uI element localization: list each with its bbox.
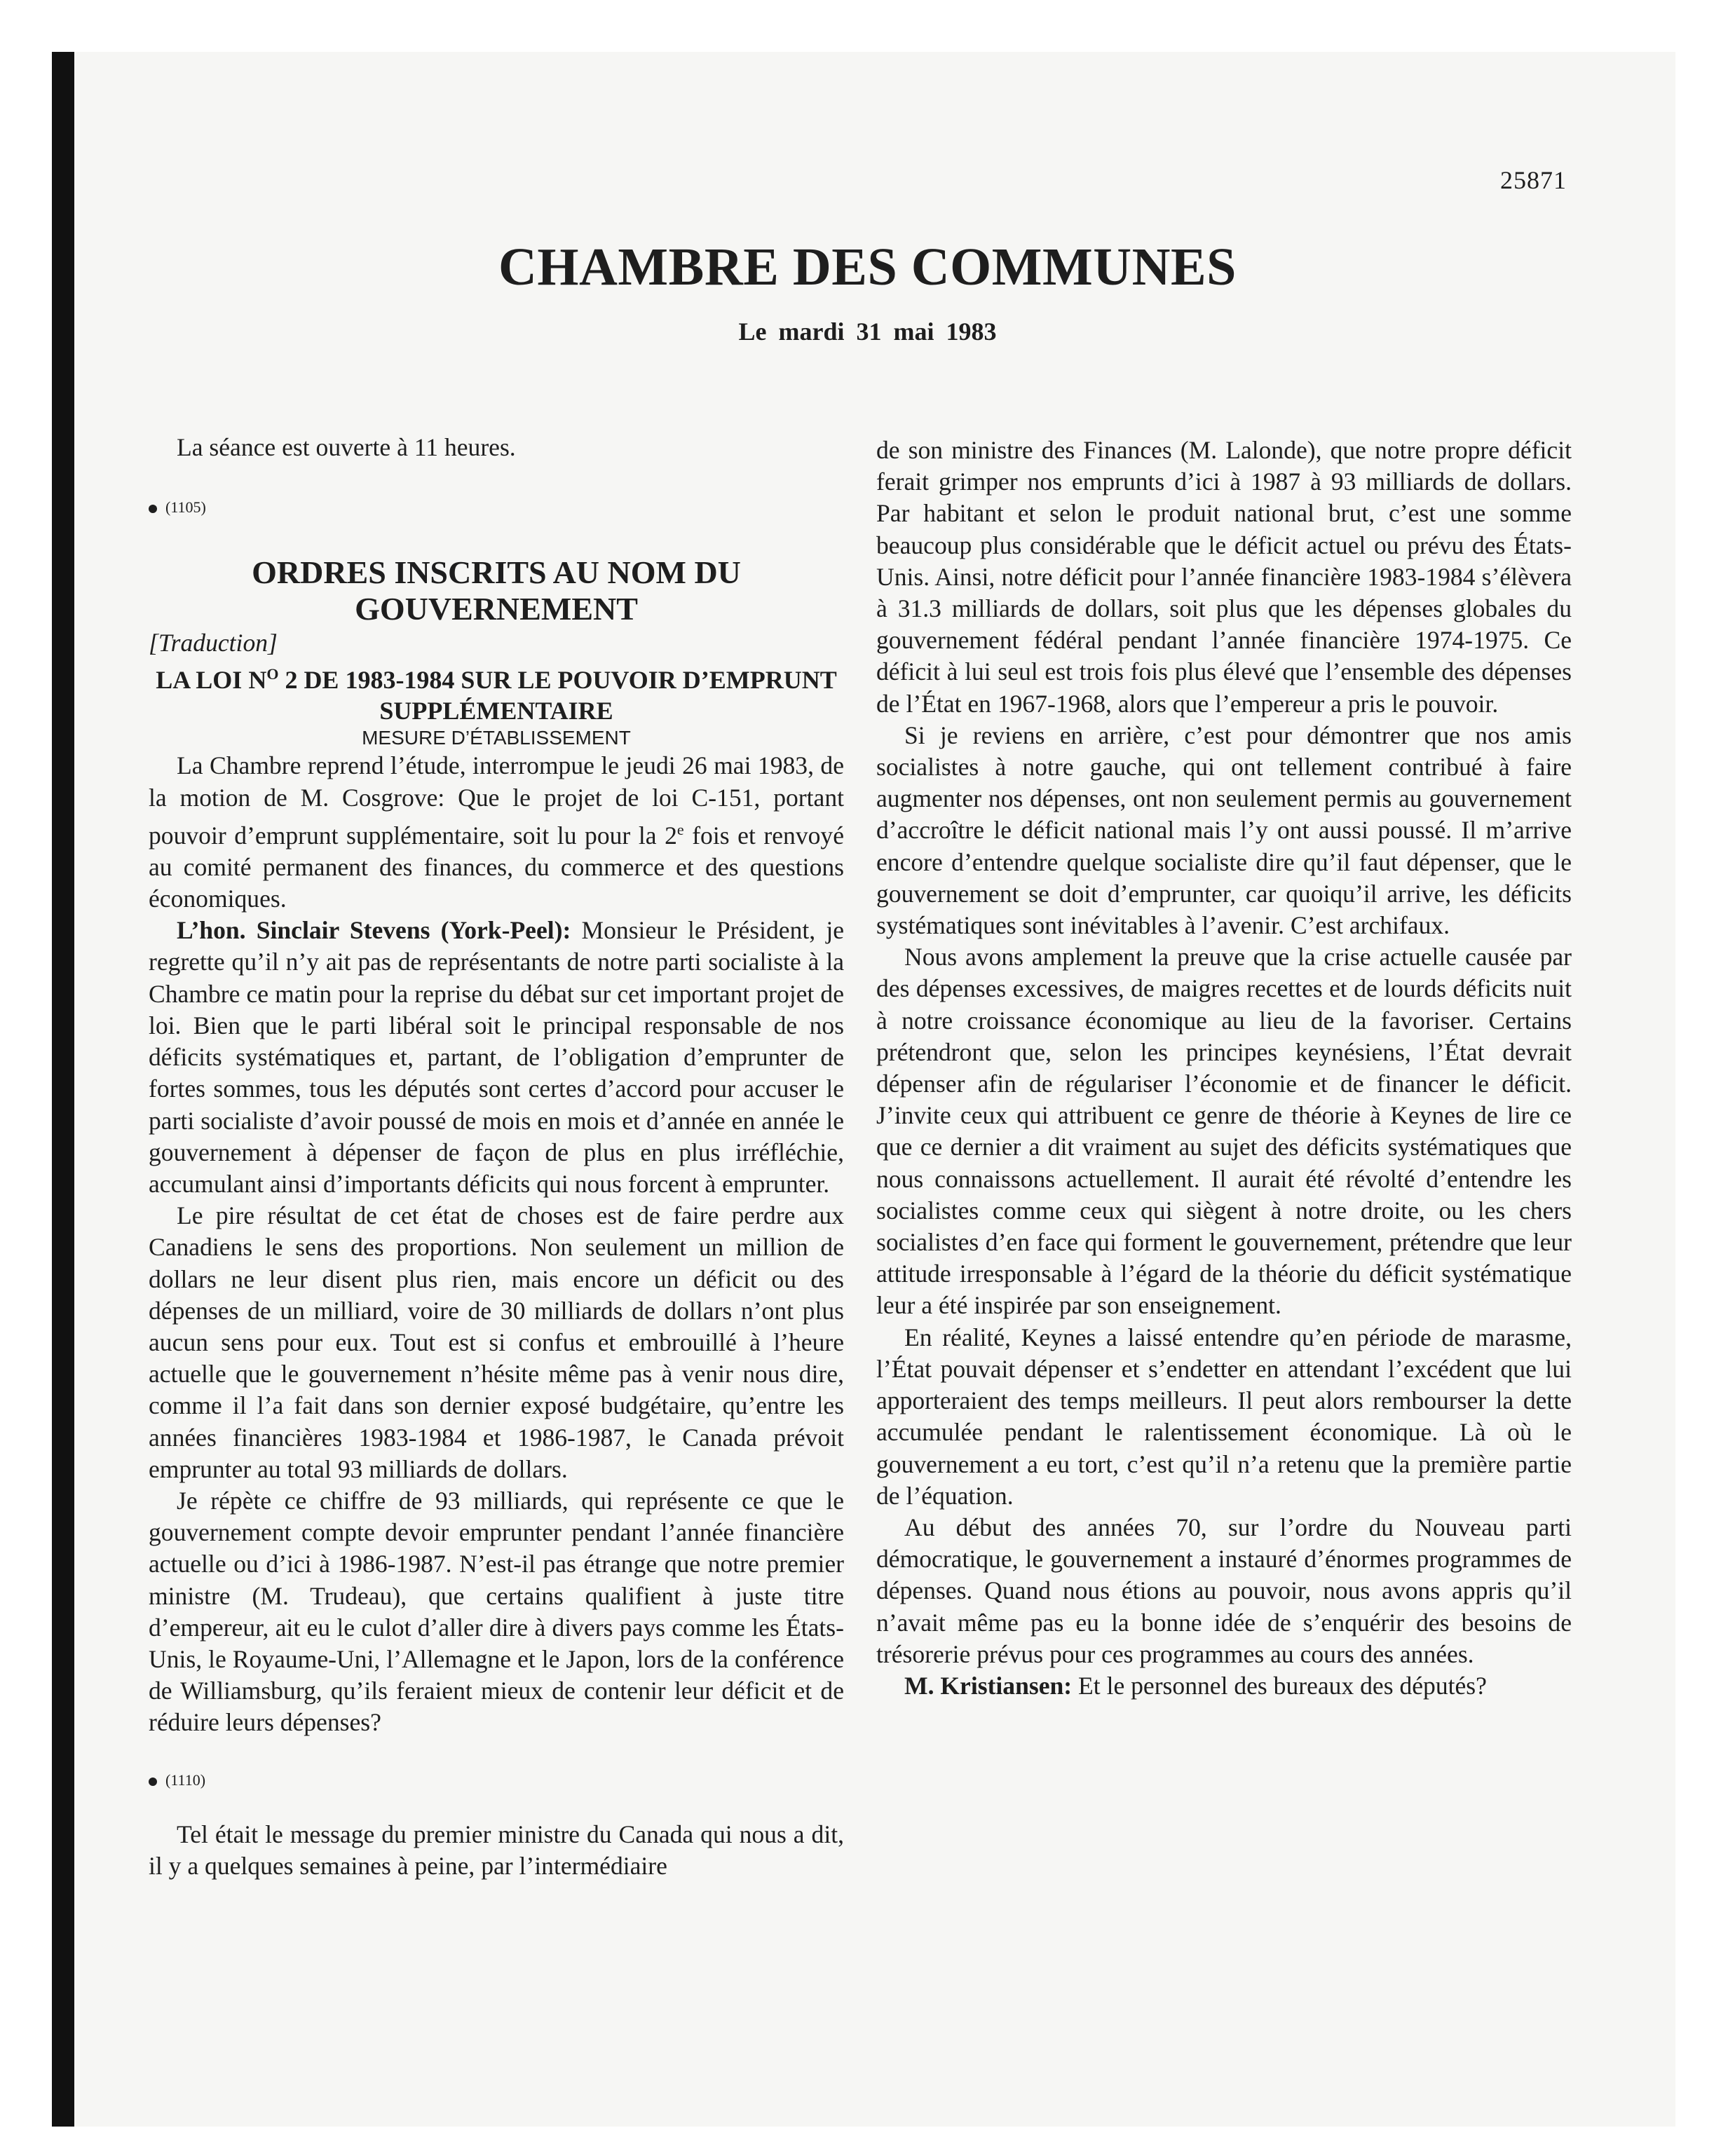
paragraph-text: Monsieur le Président, je regrette qu’il n’y ait pas de représentants de notre parti socialiste à la Chambre ce matin pour la reprise du débat sur cet important projet de loi. Bien que le parti libéral soit le principal responsable de nos déficits systématiques et, partant, de l’obligation d’emprunter de fortes sommes, tous les députés sont certes d’accord pour accuser le parti socialiste d’avoir poussé de mois en mois et d’année en année le gouvernement à dépenser de façon de plus en plus irréfléchie, accumulant ainsi d’importants déficits qui nous forcent à emprunter. — [149, 916, 844, 1198]
opening-line: La séance est ouverte à 11 heures. — [177, 433, 516, 461]
paragraph — [149, 915, 844, 1200]
paragraph-text: La Chambre reprend l’étude, interrompue le jeudi 26 mai 1983, de la motion de M. Cosgrove: Que le projet de loi C-151, portant pouvoir d’emprunt supplémentaire, soit lu pour la 2 — [149, 751, 844, 850]
paragraph: Je répète ce chiffre de 93 milliards, qui représente ce que le gouvernement compte devoir emprunter pendant l’année financière actuelle ou d’ici à 1986-1987. N’est-il pas étrange que notre premier ministre (M. Trudeau), que certains qualifient à juste titre d’empereur, ait eu le culot d’aller dire à divers pays comme les États-Unis, le Royaume-Uni, l’Allemagne et le Japon, lors de la conférence de Williamsburg, qu’ils feraient mieux de contenir leur déficit et de réduire leurs dépenses? — [149, 1486, 844, 1737]
right-column — [876, 435, 1572, 1702]
bill-heading — [149, 659, 844, 726]
paragraph: Au début des années 70, sur l’ordre du Nouveau parti démocratique, le gouvernement a instauré d’énormes programmes de dépenses. Quand nous étions au pouvoir, nous avons appris qu’il n’avait même pas eu la bonne idée de s’enquérir des besoins de trésorerie prévus pour ces programmes au cours des années. — [876, 1513, 1572, 1668]
paragraph: Si je reviens en arrière, c’est pour démontrer que nos amis socialistes à notre gauche, qui ont tellement contribué à faire augmenter nos dépenses, ont non seulement permis au gouvernement d’accroître le déficit national mais l’y ont aussi poussé. Il m’arrive encore d’entendre quelque socialiste dire qu’il faut dépenser, que le gouvernement se doit d’emprunter, car quoiqu’il arrive, les déficits systématiques sont inévitables à l’avenir. C’est archifaux. — [876, 721, 1572, 940]
bill-heading-superscript: O — [266, 665, 279, 683]
paragraph: Tel était le message du premier ministre du Canada qui nous a dit, il y a quelques semaines à peine, par l’intermédiaire — [149, 1820, 844, 1880]
translation-note: [Traduction] — [149, 629, 278, 657]
time-stamp-label: (1105) — [165, 498, 206, 517]
left-column — [149, 432, 844, 1882]
section-heading: ORDRES INSCRITS AU NOM DU GOUVERNEMENT — [252, 554, 741, 627]
paragraph — [149, 750, 844, 915]
speaker-name: L’hon. Sinclair Stevens (York-Peel): — [177, 916, 571, 945]
speaker-name: M. Kristiansen: — [904, 1671, 1073, 1700]
bullet-icon — [149, 1778, 157, 1786]
bill-heading-part-2: 2 DE 1983-1984 SUR LE POUVOIR D’EMPRUNT SUPPLÉMENTAIRE — [278, 666, 837, 725]
bill-heading-part-1: LA LOI N — [156, 666, 267, 695]
stage-heading: MESURE D’ÉTABLISSEMENT — [362, 727, 631, 749]
bullet-icon — [149, 505, 157, 513]
sitting-date: Le mardi 31 mai 1983 — [738, 318, 997, 346]
paragraph-text: fois et renvoyé au comité permanent des finances, du commerce et des questions économiques. — [149, 821, 844, 913]
paragraph-text: Et le personnel des bureaux des députés? — [1072, 1671, 1487, 1700]
time-stamp-label: (1110) — [165, 1770, 206, 1789]
paragraph: Nous avons amplement la preuve que la crise actuelle causée par des dépenses excessives, de maigres recettes et de lourds déficits nuit à notre croissance économique au lieu de la favoriser. Certains prétendront que, selon les principes keynésiens, l’État devrait dépenser afin de régulariser l’économie et de financer le déficit. J’invite ceux qui attribuent ce genre de théorie à Keynes de lire ce que ce dernier a dit vraiment au sujet des déficits systématiques que nous connaissons actuellement. Il aurait été révolté d’entendre les socialistes comme ceux qui siègent à notre droite, ou les chers socialistes d’en face qui forment le gouvernement, prétendre que leur attitude irresponsable à l’égard de la théorie du déficit systématique leur a été inspirée par son enseignement. — [876, 943, 1572, 1320]
paragraph: En réalité, Keynes a laissé entendre qu’en période de marasme, l’État pouvait dépenser et s’endetter en attendant l’excédent que lui apporteraient des temps meilleurs. Il peut alors rembourser la dette accumulée pendant le ralentissement économique. Là où le gouvernement a eu tort, c’est qu’il n’a retenu que la première partie de l’équation. — [876, 1323, 1572, 1510]
page-number: 25871 — [1500, 166, 1567, 194]
time-stamp — [149, 1770, 844, 1789]
time-stamp — [149, 500, 844, 515]
scan-edge-bar — [52, 52, 74, 2127]
paragraph: de son ministre des Finances (M. Lalonde), que notre propre déficit ferait grimper nos emprunts d’ici à 1987 à 93 milliards de dollars. Par habitant et selon le produit national brut, c’est une somme beaucoup plus considérable que le déficit actuel ou prévu des États-Unis. Ainsi, notre déficit pour l’année financière 1983-1984 s’élèvera à 31.3 milliards de dollars, soit plus que les dépenses globales du gouvernement fédéral pendant l’année financière 1974-1975. Ce déficit à lui seul est trois fois plus élevé que l’ensemble des dépenses de l’État en 1967-1968, alors que l’empereur a pris le pouvoir. — [876, 436, 1572, 718]
paragraph — [876, 1670, 1572, 1702]
superscript: e — [676, 820, 684, 838]
paragraph: Le pire résultat de cet état de choses est de faire perdre aux Canadiens le sens des proportions. Non seulement un million de dollars ne leur disent plus rien, mais encore un déficit ou des dépenses de un milliard, voire de 30 milliards de dollars n’ont plus aucun sens pour eux. Tout est si confus et embrouillé à l’heure actuelle que le gouvernement n’hésite même pas à venir nous dire, comme il l’a fait dans son dernier exposé budgétaire, qu’entre les années financières 1983-1984 et 1986-1987, le Canada prévoit emprunter au total 93 milliards de dollars. — [149, 1201, 844, 1483]
page-title: CHAMBRE DES COMMUNES — [498, 238, 1237, 296]
